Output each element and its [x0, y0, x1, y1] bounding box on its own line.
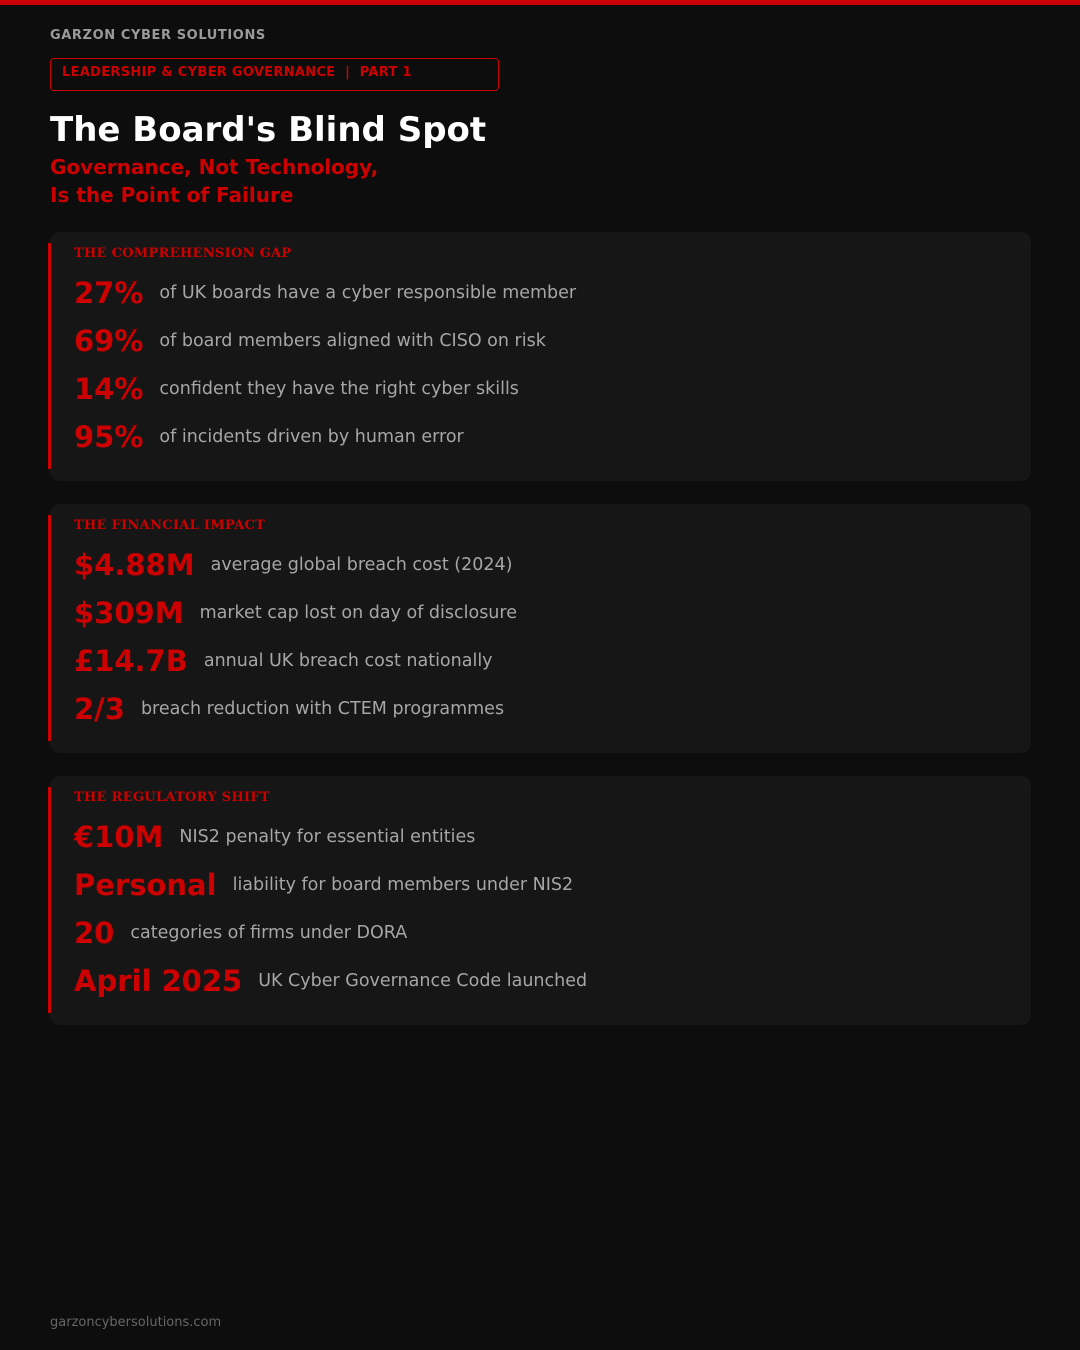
stat-row — [74, 817, 475, 857]
stat-row — [74, 961, 587, 1001]
card-accent-bar — [48, 787, 51, 1013]
page-title: The Board's Blind Spot — [50, 110, 487, 150]
stat-value: $4.88M — [74, 548, 195, 582]
section-heading: THE REGULATORY SHIFT — [74, 790, 270, 805]
stat-row — [74, 689, 504, 729]
stat-value: 2/3 — [74, 692, 125, 726]
stat-row — [74, 913, 407, 953]
stat-label: liability for board members under NIS2 — [232, 875, 574, 895]
top-accent-bar — [0, 0, 1080, 5]
subtitle-line-2: Is the Point of Failure — [50, 183, 294, 207]
stat-value: 20 — [74, 916, 115, 950]
stat-label: NIS2 penalty for essential entities — [179, 827, 476, 847]
section-card-regulatory-shift — [50, 776, 1031, 1025]
stat-label: categories of firms under DORA — [130, 923, 408, 943]
stat-label: annual UK breach cost nationally — [203, 651, 493, 671]
stat-value: April 2025 — [74, 964, 243, 998]
stat-label: breach reduction with CTEM programmes — [140, 699, 505, 719]
stat-label: average global breach cost (2024) — [210, 555, 513, 575]
brand-name: GARZON CYBER SOLUTIONS — [50, 28, 266, 43]
card-accent-bar — [48, 515, 51, 741]
stat-value: 69% — [74, 324, 144, 358]
stat-row — [74, 321, 546, 361]
stat-value: 27% — [74, 276, 144, 310]
stat-label: of UK boards have a cyber responsible member — [159, 283, 577, 303]
stat-label: of incidents driven by human error — [159, 427, 464, 447]
stat-row — [74, 865, 573, 905]
stat-row — [74, 593, 517, 633]
stat-value: 95% — [74, 420, 144, 454]
stat-row — [74, 545, 512, 585]
section-heading: THE COMPREHENSION GAP — [74, 246, 292, 261]
subtitle-line-1: Governance, Not Technology, — [50, 155, 379, 179]
stat-value: $309M — [74, 596, 184, 630]
section-card-comprehension-gap — [50, 232, 1031, 481]
stat-row — [74, 641, 493, 681]
card-accent-bar — [48, 243, 51, 469]
stat-label: of board members aligned with CISO on risk — [159, 331, 546, 351]
stat-label: UK Cyber Governance Code launched — [258, 971, 588, 991]
stat-row — [74, 369, 519, 409]
stat-label: confident they have the right cyber skills — [159, 379, 519, 399]
series-tag: LEADERSHIP & CYBER GOVERNANCE | PART 1 — [50, 58, 499, 91]
stat-row — [74, 417, 464, 457]
stat-value: Personal — [74, 868, 217, 902]
footer-url: garzoncybersolutions.com — [50, 1315, 222, 1330]
stat-value: 14% — [74, 372, 144, 406]
stat-value: £14.7B — [74, 644, 188, 678]
section-card-financial-impact — [50, 504, 1031, 753]
stat-row — [74, 273, 576, 313]
section-heading: THE FINANCIAL IMPACT — [74, 518, 266, 533]
stat-value: €10M — [74, 820, 164, 854]
page-subtitle — [50, 153, 378, 209]
stat-label: market cap lost on day of disclosure — [199, 603, 517, 623]
